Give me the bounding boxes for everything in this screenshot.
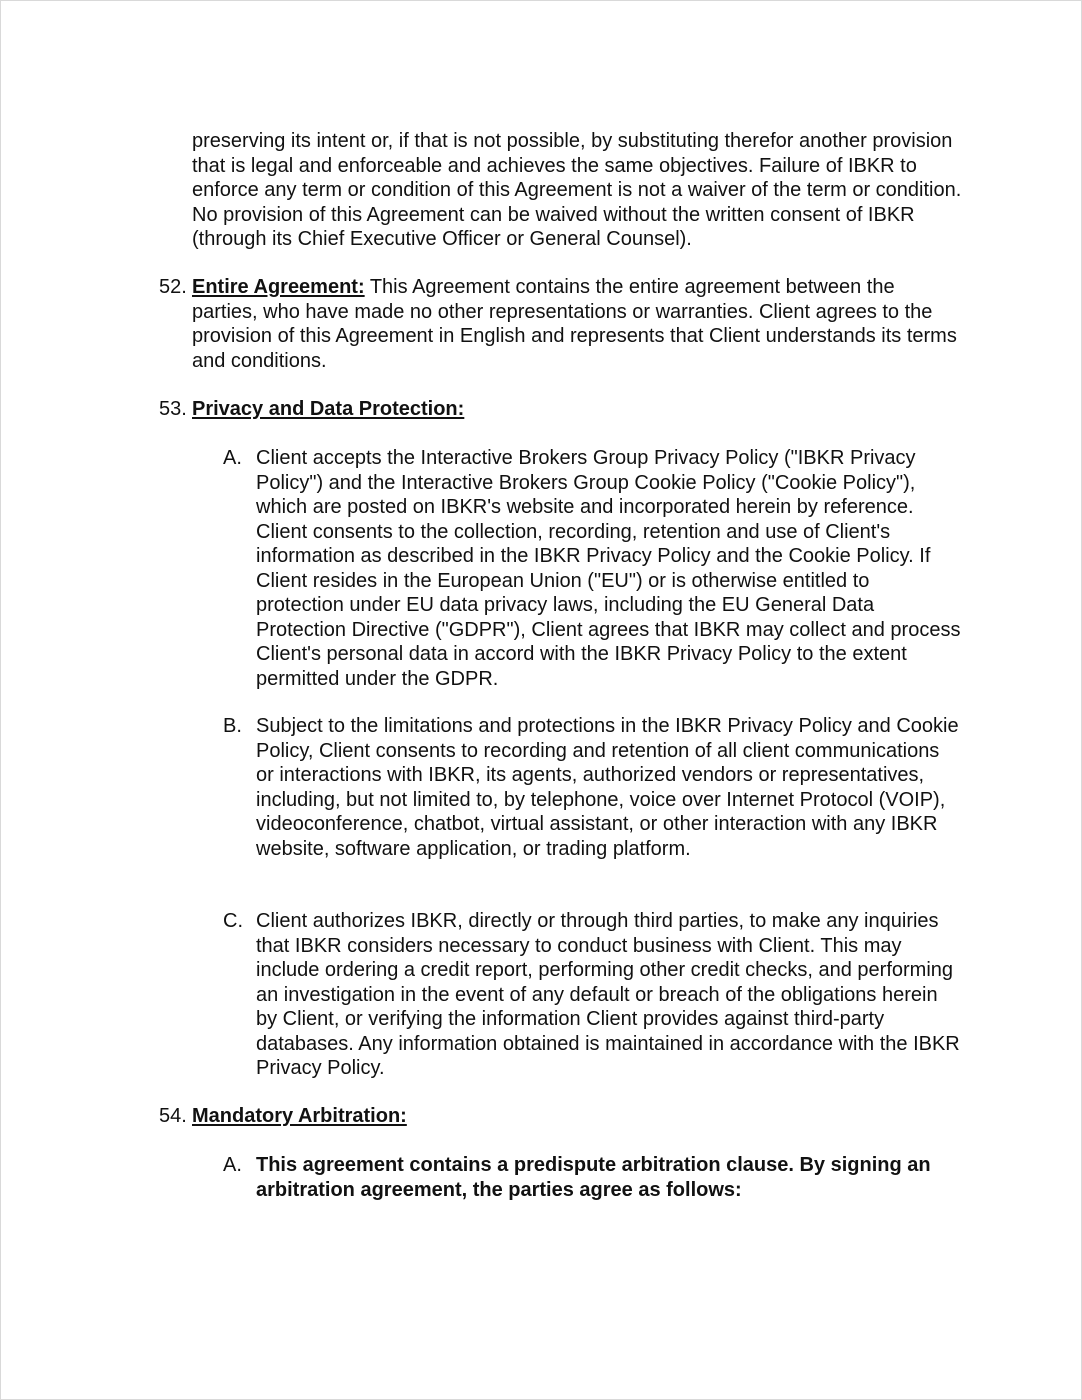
subitem-text: Client authorizes IBKR, directly or through third parties, to make any inquiries that IBKR considers necessary to conduct business with Client. This may include ordering a credit report, performing other credit checks, and performing an investigation in the event of any default or breach of the obligations herein by Client, or verifying the information Client provides against third-party databases. Any information obtained is maintained in accordance with the IBKR Privacy Policy.: [256, 910, 960, 1079]
section-number: 53.: [159, 398, 187, 420]
subitem-letter: B.: [223, 715, 242, 737]
subitem-letter: A.: [223, 447, 242, 469]
section-number: 52.: [159, 276, 187, 298]
section-number: 54.: [159, 1105, 187, 1127]
section-heading: Mandatory Arbitration:: [192, 1105, 407, 1127]
section-body: [192, 1104, 962, 1129]
subitem-text: Client accepts the Interactive Brokers Group Privacy Policy ("IBKR Privacy Policy") and the Interactive Brokers Group Cookie Policy ("Cookie Policy"), which are posted on IBKR's website and incorporated herein by reference. Client consents to the collection, recording, retention and use of Client's information as described in the IBKR Privacy Policy and the Cookie Policy. If Client resides in the European Union ("EU") or is otherwise entitled to protection under EU data privacy laws, including the EU General Data Protection Directive ("GDPR"), Client agrees that IBKR may collect and process Client's personal data in accord with the IBKR Privacy Policy to the extent permitted under the GDPR.: [256, 447, 961, 690]
section-heading: Privacy and Data Protection:: [192, 398, 465, 420]
subitem-text: This agreement contains a predispute arbitration clause. By signing an arbitration agreement, the parties agree as follows:: [256, 1154, 931, 1201]
continuation-paragraph: preserving its intent or, if that is not possible, by substituting therefor another provision that is legal and enforceable and achieves the same objectives. Failure of IBKR to enforce any term or condition of this Agreement is not a waiver of the term or condition. No provision of this Agreement can be waived without the written consent of IBKR (through its Chief Executive Officer or General Counsel).: [192, 130, 962, 250]
section-text: This Agreement contains the entire agreement between the parties, who have made no other representations or warranties. Client agrees to the provision of this Agreement in English and represents that Client understands its terms and conditions.: [192, 276, 957, 372]
section-body: [192, 397, 962, 422]
section-body: [192, 275, 962, 373]
subitem-letter: C.: [223, 910, 243, 932]
subitem-text: Subject to the limitations and protections in the IBKR Privacy Policy and Cookie Policy, Client consents to recording and retention of all client communications or interactions with IBKR, its agents, authorized vendors or representatives, including, but not limited to, by telephone, voice over Internet Protocol (VOIP), videoconference, chatbot, virtual assistant, or other interaction with any IBKR website, software application, or trading platform.: [256, 715, 959, 860]
subitem-letter: A.: [223, 1154, 242, 1176]
section-heading: Entire Agreement:: [192, 276, 365, 298]
